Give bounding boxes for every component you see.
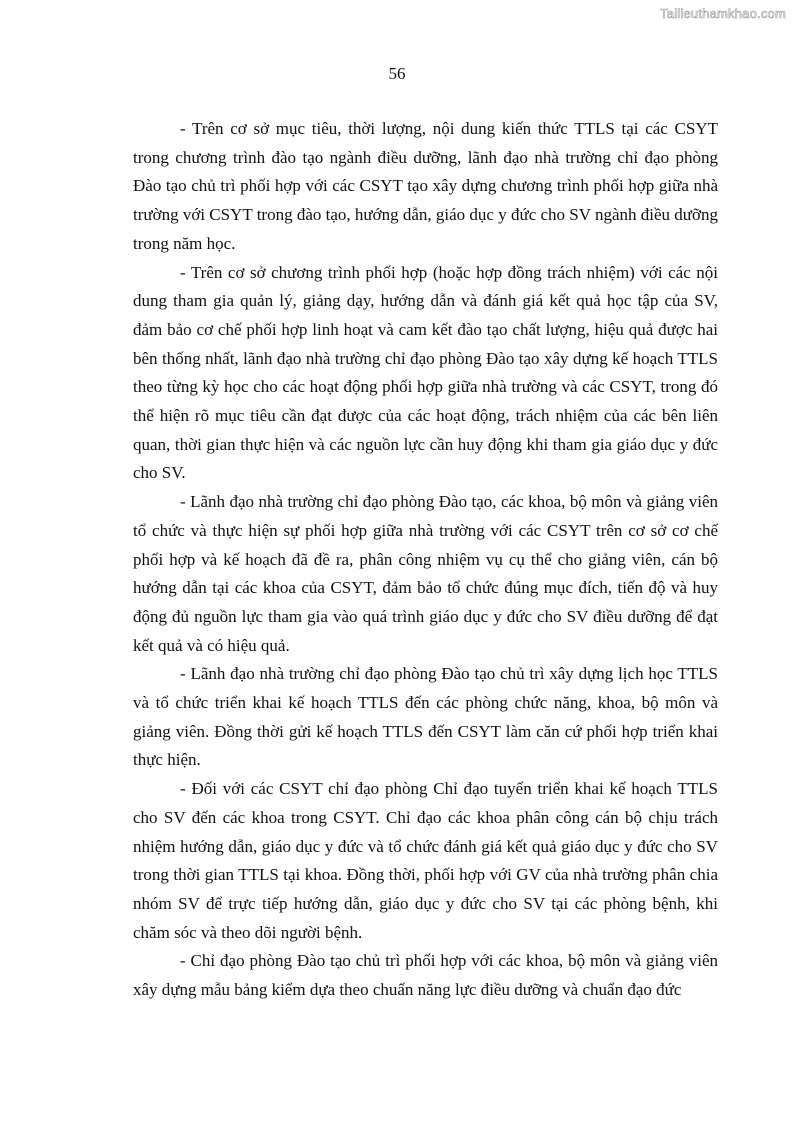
paragraph-4: - Lãnh đạo nhà trường chỉ đạo phòng Đào tạo chủ trì xây dựng lịch học TTLS và tổ chức triển khai kế hoạch TTLS đến các phòng chức năng, khoa, bộ môn và giảng viên. Đồng thời gửi kế hoạch TTLS đến CSYT làm căn cứ phối hợp triển khai thực hiện. bbox=[133, 664, 718, 770]
watermark-text: Tailieuthamkhao.com bbox=[660, 6, 786, 21]
paragraph-3: - Lãnh đạo nhà trường chỉ đạo phòng Đào tạo, các khoa, bộ môn và giảng viên tổ chức và thực hiện sự phối hợp giữa nhà trường với các CSYT trên cơ sở cơ chế phối hợp và kế hoạch đã đề ra, phân công nhiệm vụ cụ thể cho giảng viên, cán bộ hướng dẫn tại các khoa của CSYT, đảm bảo tổ chức đúng mục đích, tiến độ và huy động đủ nguồn lực tham gia vào quá trình giáo dục y đức cho SV điều dưỡng để đạt kết quả và có hiệu quả. bbox=[133, 492, 718, 655]
paragraph-1: - Trên cơ sở mục tiêu, thời lượng, nội dung kiến thức TTLS tại các CSYT trong chương trình đào tạo ngành điều dưỡng, lãnh đạo nhà trường chỉ đạo phòng Đào tạo chủ trì phối hợp với các CSYT tạo xây dựng chương trình phối hợp giữa nhà trường với CSYT trong đào tạo, hướng dẫn, giáo dục y đức cho SV ngành điều dưỡng trong năm học. bbox=[133, 119, 718, 253]
paragraph-2: - Trên cơ sở chương trình phối hợp (hoặc hợp đồng trách nhiệm) với các nội dung tham gia quản lý, giảng dạy, hướng dẫn và đánh giá kết quả học tập của SV, đảm bảo cơ chế phối hợp linh hoạt và cam kết đào tạo chất lượng, hiệu quả được hai bên thống nhất, lãnh đạo nhà trường chỉ đạo phòng Đào tạo xây dựng kế hoạch TTLS theo từng kỳ học cho các hoạt động phối hợp giữa nhà trường và các CSYT, trong đó thể hiện rõ mục tiêu cần đạt được của các hoạt động, trách nhiệm của các bên liên quan, thời gian thực hiện và các nguồn lực cần huy động khi tham gia giáo dục y đức cho SV. bbox=[133, 262, 718, 483]
paragraph-5: - Đối với các CSYT chỉ đạo phòng Chỉ đạo tuyến triển khai kế hoạch TTLS cho SV đến các khoa trong CSYT. Chỉ đạo các khoa phân công cán bộ chịu trách nhiệm hướng dẫn, giáo dục y đức và tổ chức đánh giá kết quả giáo dục y đức cho SV trong thời gian TTLS tại khoa. Đồng thời, phối hợp với GV của nhà trường phân chia nhóm SV để trực tiếp hướng dẫn, giáo dục y đức cho SV tại các phòng bệnh, khi chăm sóc và theo dõi người bệnh. bbox=[133, 779, 718, 942]
page-number: 56 bbox=[388, 64, 406, 83]
paragraph-6: - Chỉ đạo phòng Đào tạo chủ trì phối hợp với các khoa, bộ môn và giảng viên xây dựng mẫu bảng kiểm dựa theo chuẩn năng lực điều dưỡng và chuẩn đạo đức bbox=[133, 951, 718, 1000]
document-body bbox=[133, 115, 718, 1005]
